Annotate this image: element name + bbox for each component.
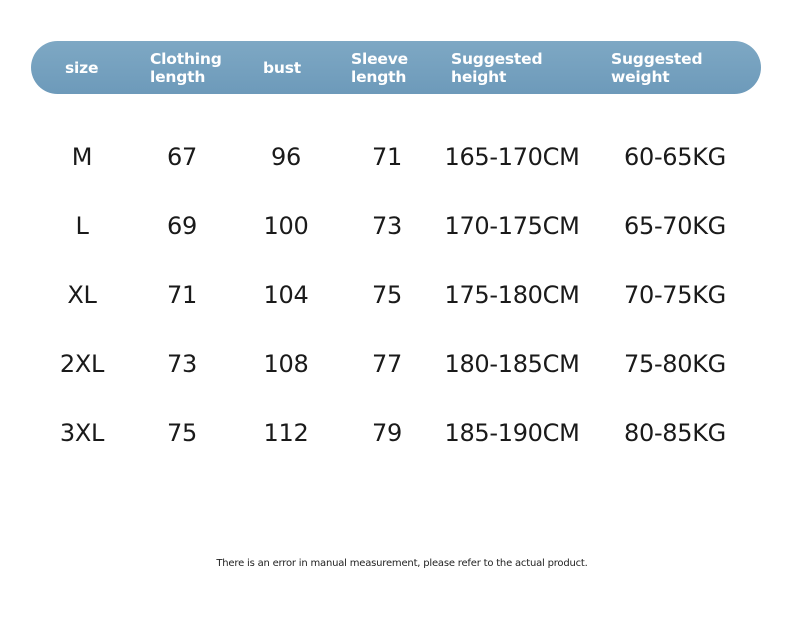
header-suggested-height-line-1: Suggested bbox=[451, 49, 543, 68]
header-clothing-length-line-1: Clothing bbox=[150, 49, 222, 68]
cell-suggested-height: 185-190CM bbox=[444, 419, 580, 447]
cell-bust: 100 bbox=[263, 212, 309, 240]
table-row-3xl bbox=[0, 413, 790, 453]
cell-bust: 96 bbox=[271, 143, 301, 171]
cell-clothing-length: 75 bbox=[167, 419, 197, 447]
cell-suggested-height: 165-170CM bbox=[444, 143, 580, 171]
cell-sleeve-length: 75 bbox=[372, 281, 402, 309]
cell-sleeve-length: 71 bbox=[372, 143, 402, 171]
cell-size: XL bbox=[67, 281, 97, 309]
cell-bust: 108 bbox=[263, 350, 309, 378]
cell-suggested-height: 180-185CM bbox=[444, 350, 580, 378]
table-row-l bbox=[0, 206, 790, 246]
cell-clothing-length: 67 bbox=[167, 143, 197, 171]
cell-suggested-weight: 80-85KG bbox=[624, 419, 726, 447]
cell-size: 2XL bbox=[59, 350, 105, 378]
cell-clothing-length: 73 bbox=[167, 350, 197, 378]
header-suggested-weight-line-2: weight bbox=[611, 67, 670, 86]
header-size-line-1: size bbox=[65, 58, 99, 77]
header-bust-line-1: bust bbox=[263, 58, 301, 77]
table-row-m bbox=[0, 137, 790, 177]
cell-sleeve-length: 77 bbox=[372, 350, 402, 378]
cell-suggested-weight: 65-70KG bbox=[624, 212, 726, 240]
cell-clothing-length: 69 bbox=[167, 212, 197, 240]
header-sleeve-length-line-2: length bbox=[351, 67, 407, 86]
cell-sleeve-length: 73 bbox=[372, 212, 402, 240]
header-sleeve-length-line-1: Sleeve bbox=[351, 49, 408, 68]
cell-size: 3XL bbox=[59, 419, 105, 447]
cell-bust: 104 bbox=[263, 281, 309, 309]
cell-size: M bbox=[71, 143, 93, 171]
table-row-2xl bbox=[0, 344, 790, 384]
header-suggested-weight-line-1: Suggested bbox=[611, 49, 703, 68]
header-suggested-height-line-2: height bbox=[451, 67, 507, 86]
cell-suggested-weight: 70-75KG bbox=[624, 281, 726, 309]
table-row-xl bbox=[0, 275, 790, 315]
cell-size: L bbox=[75, 212, 89, 240]
cell-clothing-length: 71 bbox=[167, 281, 197, 309]
cell-suggested-weight: 75-80KG bbox=[624, 350, 726, 378]
cell-sleeve-length: 79 bbox=[372, 419, 402, 447]
cell-suggested-height: 170-175CM bbox=[444, 212, 580, 240]
header-clothing-length-line-2: length bbox=[150, 67, 206, 86]
measurement-disclaimer: There is an error in manual measurement, please refer to the actual product. bbox=[216, 558, 588, 569]
cell-suggested-height: 175-180CM bbox=[444, 281, 580, 309]
cell-suggested-weight: 60-65KG bbox=[624, 143, 726, 171]
cell-bust: 112 bbox=[263, 419, 309, 447]
